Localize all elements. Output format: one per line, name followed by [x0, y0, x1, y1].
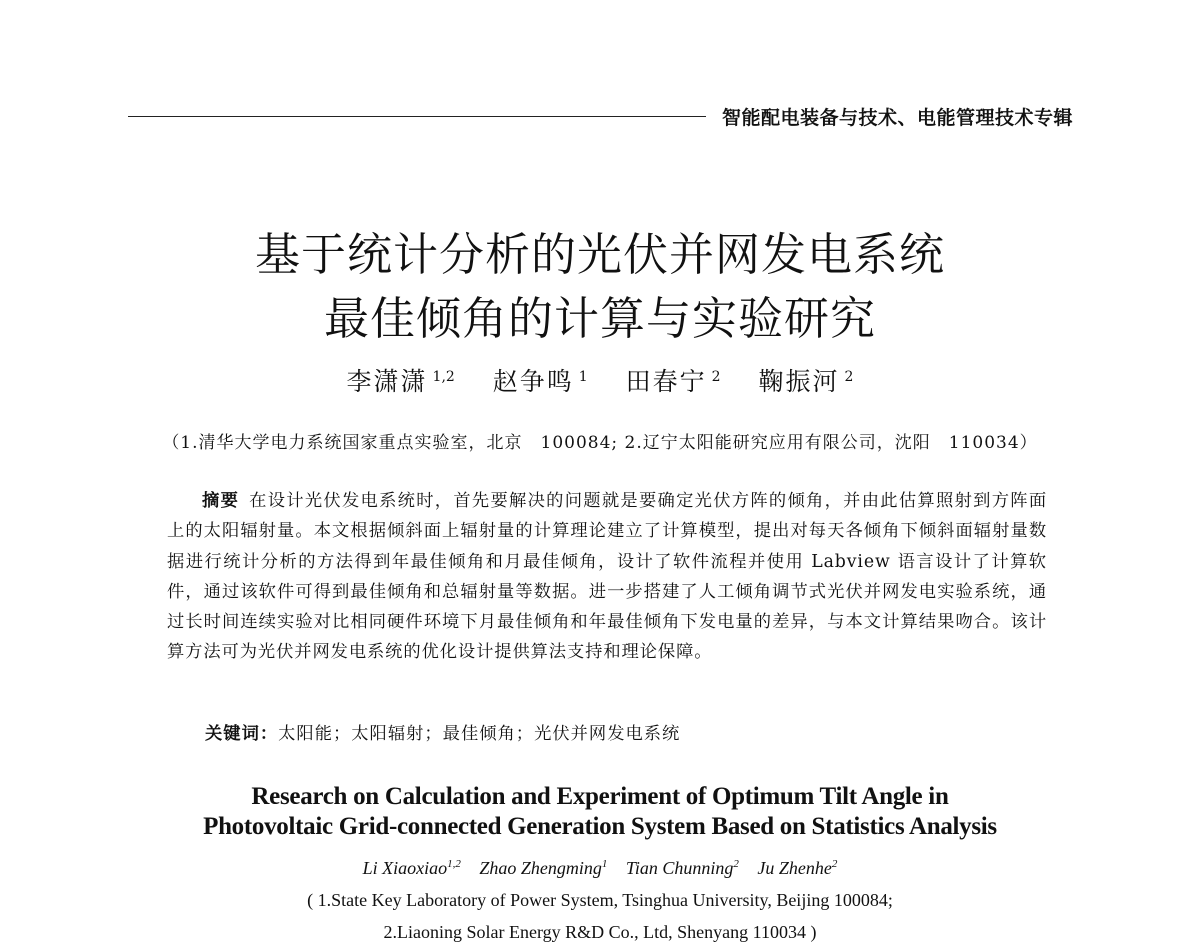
authors-cn [0, 362, 1200, 398]
journal-header: 智能配电装备与技术、电能管理技术专辑 [722, 107, 1074, 129]
keywords [205, 719, 680, 744]
author-cn: 赵争鸣 $^1$ [492, 367, 588, 396]
author-en: Zhao Zhengming$^1$ [479, 858, 608, 878]
author-cn: 鞠振河 $^2$ [758, 367, 854, 396]
abstract [167, 486, 1047, 668]
author-en: Tian Chunning$^2$ [625, 858, 739, 878]
affiliation-en-line2: 2.Liaoning Solar Energy R&D Co., Ltd, Shenyang 110034 ) [383, 922, 817, 942]
title-cn-line2: 最佳倾角的计算与实验研究 [323, 292, 876, 345]
author-cn: 李潇潇 $^{1,2}$ [346, 367, 455, 396]
keywords-text: 太阳能；太阳辐射；最佳倾角；光伏并网发电系统 [278, 724, 681, 744]
abstract-text: 在设计光伏发电系统时，首先要解决的问题就是要确定光伏方阵的倾角，并由此估算照射到方阵面上的太阳辐射量。本文根据倾斜面上辐射量的计算理论建立了计算模型，提出对每天各倾角下倾斜面辐射量数据进行统计分析的方法得到年最佳倾角和月最佳倾角，设计了软件流程并使用 Labview 语言设计了计算软件，通过该软件可得到最佳倾角和总辐射量等数据。进一步搭建了人工倾角调节式光伏并网发电实验系统，通过长时间连续实验对比相同硬件环境下月最佳倾角和年最佳倾角下发电量的差异，与本文计算结果吻合。该计算方法可为光伏并网发电系统的优化设计提供算法支持和理论保障。 [167, 491, 1047, 663]
affiliation-en-line1: ( 1.State Key Laboratory of Power System, Tsinghua University, Beijing 100084; [307, 890, 893, 910]
author-cn: 田春宁 $^2$ [625, 367, 721, 396]
keywords-label: 关键词： [205, 724, 279, 744]
affiliation-cn: （1.清华大学电力系统国家重点实验室，北京 100084; 2.辽宁太阳能研究应用有限公司，沈阳 110034） [162, 433, 1038, 453]
author-en: Ju Zhenhe$^2$ [757, 858, 838, 878]
title-en-line1: Research on Calculation and Experiment of Optimum Tilt Angle in [251, 783, 949, 810]
title-cn-line1: 基于统计分析的光伏并网发电系统 [254, 228, 945, 281]
author-en: Li Xiaoxiao$^{1,2}$ [362, 858, 461, 878]
abstract-label: 摘要 [202, 491, 240, 511]
title-en-line2: Photovoltaic Grid-connected Generation System Based on Statistics Analysis [203, 813, 997, 840]
authors-en [0, 858, 1200, 879]
header-rule [128, 116, 706, 117]
